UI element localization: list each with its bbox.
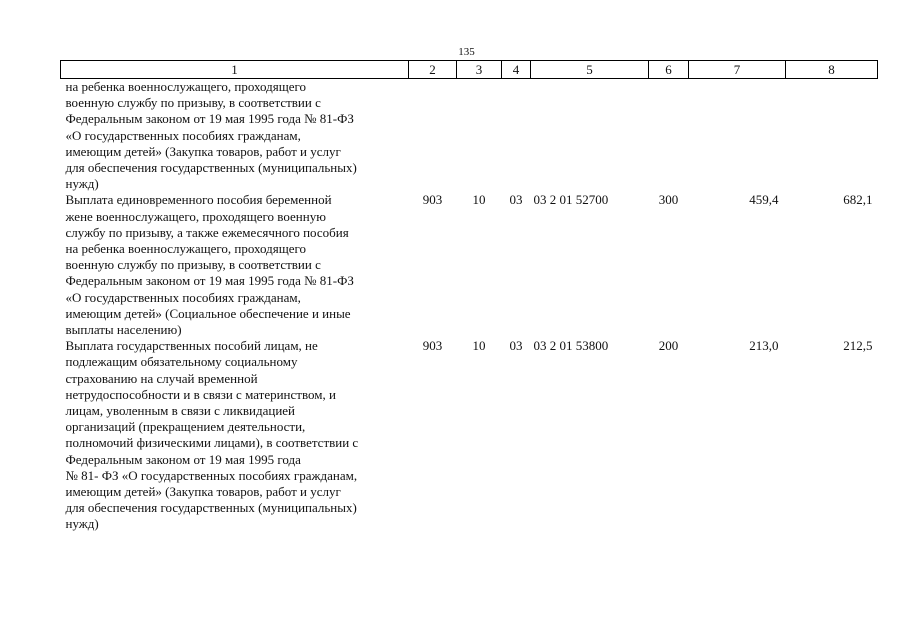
cell-target-article: 03 2 01 53800: [533, 338, 609, 354]
description-line: нужд): [65, 176, 99, 192]
cell-subsection: 03: [509, 338, 523, 354]
column-header-3: 3: [457, 61, 502, 79]
column-header-1: 1: [61, 61, 409, 79]
cell-amount-1: 213,0: [749, 338, 779, 354]
description-line: имеющим детей» (Закупка товаров, работ и услуг: [65, 484, 341, 500]
table-row: [61, 192, 878, 338]
description-line: имеющим детей» (Закупка товаров, работ и услуг: [65, 143, 341, 159]
description-line: Федеральным законом от 19 мая 1995 года № 81-ФЗ: [65, 273, 354, 289]
description-line: на ребенка военнослужащего, проходящего: [65, 79, 307, 94]
description-line: нужд): [65, 516, 99, 532]
cell-ministry-code: 903: [422, 338, 443, 354]
description-line: № 81- ФЗ «О государственных пособиях гражданам,: [65, 467, 358, 483]
description-line: военную службу по призыву, в соответствии с: [65, 95, 321, 111]
cell-expense-type: [649, 79, 689, 193]
description-line: нетрудоспособности и в связи с материнством, и: [65, 386, 336, 402]
cell-target-article: 03 2 01 52700: [533, 192, 609, 208]
description-line: для обеспечения государственных (муниципальных): [65, 500, 357, 516]
cell-section: 10: [472, 338, 486, 354]
cell-ministry-code: 903: [422, 192, 443, 208]
description-line: организаций (прекращением деятельности,: [65, 419, 306, 435]
column-header-5: 5: [531, 61, 649, 79]
page-number: 135: [458, 46, 475, 58]
column-header-2: 2: [409, 61, 457, 79]
row-description: [61, 192, 409, 338]
header-row: [61, 61, 878, 79]
column-header-6: 6: [649, 61, 689, 79]
cell-target-article: [531, 79, 649, 193]
cell-amount-1: 459,4: [749, 192, 779, 208]
description-line: Федеральным законом от 19 мая 1995 года № 81-ФЗ: [65, 111, 354, 127]
cell-subsection: [502, 79, 531, 193]
cell-section: 10: [472, 192, 486, 208]
cell-amount-1: [689, 79, 786, 193]
description-line: Выплата единовременного пособия беременной: [65, 192, 332, 208]
row-description: [61, 338, 409, 532]
cell-ministry-code: [409, 79, 457, 193]
description-line: выплаты населению): [65, 322, 182, 338]
cell-amount-2: [786, 79, 878, 193]
column-header-4: 4: [502, 61, 531, 79]
description-line: Федеральным законом от 19 мая 1995 года: [65, 451, 301, 467]
column-header-8: 8: [786, 61, 878, 79]
row-description: [61, 79, 409, 193]
description-line: имеющим детей» (Социальное обеспечение и иные: [65, 305, 351, 321]
budget-table: [60, 60, 878, 533]
description-line: лицам, уволенным в связи с ликвидацией: [65, 403, 296, 419]
cell-amount-2: 682,1: [843, 192, 873, 208]
description-line: страхованию на случай временной: [65, 370, 258, 386]
description-line: военную службу по призыву, в соответствии с: [65, 257, 321, 273]
table-body: [61, 79, 878, 533]
description-line: службу по призыву, а также ежемесячного пособия: [65, 224, 349, 240]
description-line: для обеспечения государственных (муниципальных): [65, 160, 357, 176]
description-line: на ребенка военнослужащего, проходящего: [65, 241, 307, 257]
cell-amount-2: 212,5: [843, 338, 873, 354]
description-line: полномочий физическими лицами), в соответствии с: [65, 435, 359, 451]
description-line: «О государственных пособиях гражданам,: [65, 289, 301, 305]
description-line: «О государственных пособиях гражданам,: [65, 127, 301, 143]
table-header: [61, 61, 878, 79]
cell-expense-type: 200: [658, 338, 679, 354]
description-line: подлежащим обязательному социальному: [65, 354, 298, 370]
table-row: [61, 338, 878, 532]
cell-section: [457, 79, 502, 193]
description-line: жене военнослужащего, проходящего военную: [65, 208, 326, 224]
table-row: [61, 79, 878, 193]
column-header-7: 7: [689, 61, 786, 79]
cell-subsection: 03: [509, 192, 523, 208]
cell-expense-type: 300: [658, 192, 679, 208]
description-line: Выплата государственных пособий лицам, не: [65, 338, 318, 354]
